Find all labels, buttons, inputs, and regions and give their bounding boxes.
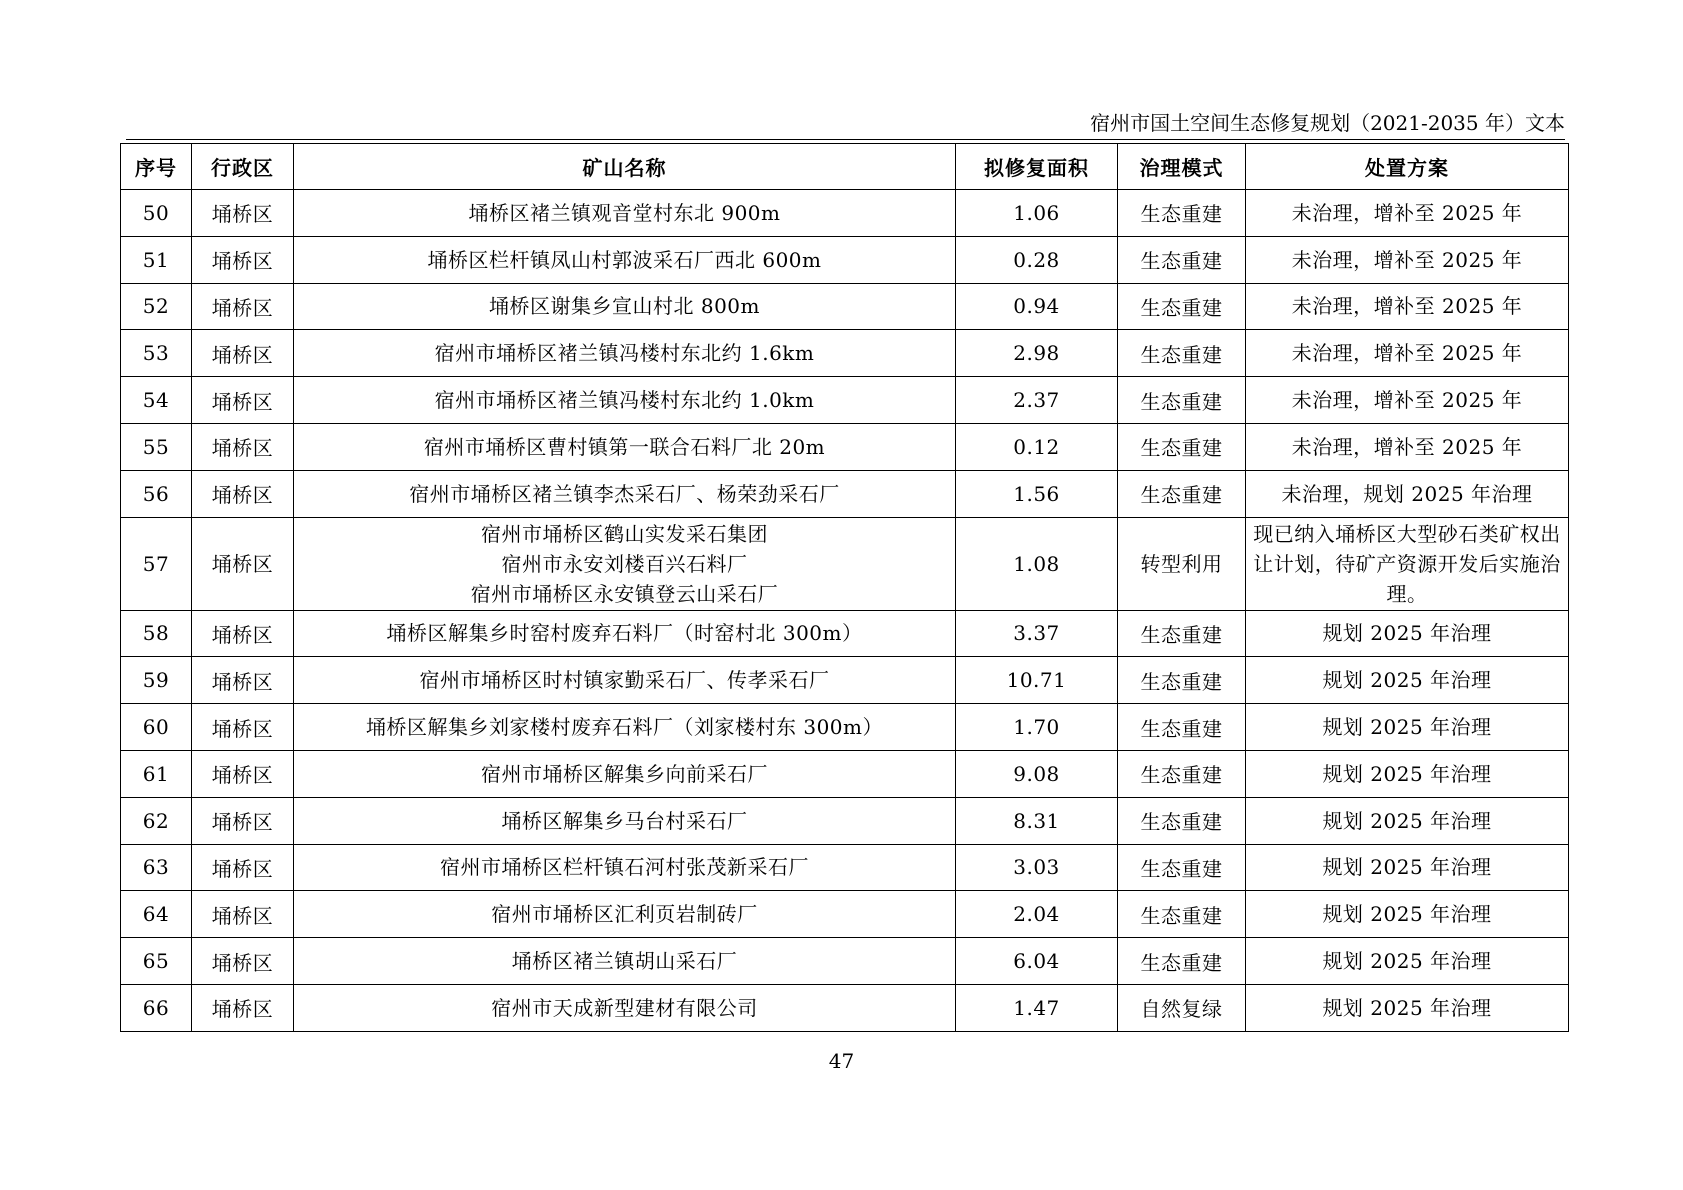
cell-no: 53	[121, 330, 192, 377]
cell-plan: 未治理，增补至 2025 年	[1246, 236, 1569, 283]
mine-name-line: 宿州市埇桥区汇利页岩制砖厂	[491, 902, 758, 927]
table-row	[121, 844, 1569, 891]
cell-plan: 规划 2025 年治理	[1246, 704, 1569, 751]
table-row	[121, 984, 1569, 1031]
cell-district: 埇桥区	[192, 704, 294, 751]
cell-mine-name	[294, 377, 956, 424]
cell-no: 59	[121, 657, 192, 704]
mine-name-line: 宿州市天成新型建材有限公司	[491, 995, 758, 1020]
mine-name-line: 宿州市埇桥区鹤山实发采石集团	[481, 521, 768, 546]
cell-mine-name	[294, 330, 956, 377]
cell-mine-name	[294, 610, 956, 657]
table-row	[121, 657, 1569, 704]
cell-district: 埇桥区	[192, 750, 294, 797]
table-row	[121, 470, 1569, 517]
cell-mine-name	[294, 844, 956, 891]
cell-mode: 生态重建	[1118, 657, 1246, 704]
cell-area: 1.70	[956, 704, 1118, 751]
cell-mode: 生态重建	[1118, 330, 1246, 377]
cell-no: 55	[121, 423, 192, 470]
column-header-area: 拟修复面积	[956, 144, 1118, 190]
cell-mode: 生态重建	[1118, 470, 1246, 517]
cell-plan: 未治理，增补至 2025 年	[1246, 377, 1569, 424]
cell-no: 50	[121, 190, 192, 237]
cell-plan: 未治理，增补至 2025 年	[1246, 283, 1569, 330]
cell-mine-name	[294, 797, 956, 844]
table-row	[121, 517, 1569, 610]
cell-mine-name	[294, 190, 956, 237]
mine-name-line: 宿州市埇桥区栏杆镇石河村张茂新采石厂	[440, 855, 809, 880]
cell-mode: 自然复绿	[1118, 984, 1246, 1031]
mine-name-line: 埇桥区解集乡刘家楼村废弃石料厂（刘家楼村东 300m）	[366, 715, 883, 740]
mine-name-line: 宿州市埇桥区曹村镇第一联合石料厂北 20m	[423, 434, 826, 459]
cell-mode: 生态重建	[1118, 750, 1246, 797]
cell-plan: 未治理，规划 2025 年治理	[1246, 470, 1569, 517]
cell-mine-name	[294, 517, 956, 610]
mine-name-line: 埇桥区栏杆镇凤山村郭波采石厂西北 600m	[427, 247, 822, 272]
cell-plan: 现已纳入埇桥区大型砂石类矿权出让计划，待矿产资源开发后实施治理。	[1246, 517, 1569, 610]
cell-plan: 规划 2025 年治理	[1246, 844, 1569, 891]
cell-district: 埇桥区	[192, 236, 294, 283]
cell-area: 8.31	[956, 797, 1118, 844]
cell-area: 3.37	[956, 610, 1118, 657]
cell-mode: 生态重建	[1118, 938, 1246, 985]
cell-no: 64	[121, 891, 192, 938]
cell-district: 埇桥区	[192, 610, 294, 657]
cell-no: 52	[121, 283, 192, 330]
cell-mode: 生态重建	[1118, 190, 1246, 237]
cell-no: 61	[121, 750, 192, 797]
cell-area: 1.47	[956, 984, 1118, 1031]
cell-mode: 生态重建	[1118, 797, 1246, 844]
mine-name-line: 宿州市埇桥区褚兰镇冯楼村东北约 1.6km	[434, 341, 815, 366]
cell-plan: 规划 2025 年治理	[1246, 610, 1569, 657]
cell-no: 60	[121, 704, 192, 751]
cell-no: 63	[121, 844, 192, 891]
cell-mode: 生态重建	[1118, 891, 1246, 938]
table-row	[121, 750, 1569, 797]
mine-name-line: 宿州市埇桥区永安镇登云山采石厂	[470, 581, 779, 606]
cell-area: 0.12	[956, 423, 1118, 470]
table-row	[121, 283, 1569, 330]
cell-mine-name	[294, 938, 956, 985]
cell-area: 9.08	[956, 750, 1118, 797]
table-row	[121, 610, 1569, 657]
cell-no: 66	[121, 984, 192, 1031]
mine-name-line: 宿州市埇桥区褚兰镇李杰采石厂、杨荣劲采石厂	[409, 481, 840, 506]
cell-plan: 规划 2025 年治理	[1246, 657, 1569, 704]
mine-name-line: 埇桥区褚兰镇胡山采石厂	[511, 949, 738, 974]
cell-mine-name	[294, 423, 956, 470]
cell-district: 埇桥区	[192, 797, 294, 844]
cell-plan: 规划 2025 年治理	[1246, 938, 1569, 985]
cell-district: 埇桥区	[192, 423, 294, 470]
mine-name-line: 埇桥区解集乡马台村采石厂	[501, 808, 748, 833]
cell-district: 埇桥区	[192, 938, 294, 985]
cell-mode: 生态重建	[1118, 283, 1246, 330]
cell-area: 6.04	[956, 938, 1118, 985]
cell-mode: 生态重建	[1118, 423, 1246, 470]
cell-mine-name	[294, 470, 956, 517]
cell-mode: 生态重建	[1118, 610, 1246, 657]
cell-mode: 转型利用	[1118, 517, 1246, 610]
cell-area: 0.94	[956, 283, 1118, 330]
cell-district: 埇桥区	[192, 984, 294, 1031]
mine-name-line: 宿州市埇桥区时村镇家勤采石厂、传孝采石厂	[419, 668, 830, 693]
table-row	[121, 236, 1569, 283]
cell-mode: 生态重建	[1118, 704, 1246, 751]
cell-mine-name	[294, 283, 956, 330]
cell-mine-name	[294, 984, 956, 1031]
cell-area: 2.37	[956, 377, 1118, 424]
cell-no: 56	[121, 470, 192, 517]
cell-district: 埇桥区	[192, 470, 294, 517]
cell-plan: 未治理，增补至 2025 年	[1246, 423, 1569, 470]
table-header-row	[121, 144, 1569, 190]
cell-plan: 规划 2025 年治理	[1246, 891, 1569, 938]
column-header-plan: 处置方案	[1246, 144, 1569, 190]
page-number: 47	[828, 1049, 855, 1073]
cell-plan: 规划 2025 年治理	[1246, 750, 1569, 797]
cell-no: 62	[121, 797, 192, 844]
cell-area: 2.04	[956, 891, 1118, 938]
cell-district: 埇桥区	[192, 844, 294, 891]
cell-area: 1.06	[956, 190, 1118, 237]
cell-mine-name	[294, 657, 956, 704]
cell-mine-name	[294, 704, 956, 751]
cell-area: 1.56	[956, 470, 1118, 517]
column-header-district: 行政区	[192, 144, 294, 190]
cell-area: 10.71	[956, 657, 1118, 704]
table-row	[121, 797, 1569, 844]
table-row	[121, 190, 1569, 237]
table-row	[121, 423, 1569, 470]
header-rule	[126, 139, 1565, 140]
cell-area: 3.03	[956, 844, 1118, 891]
cell-mode: 生态重建	[1118, 377, 1246, 424]
table-body	[121, 190, 1569, 1032]
table-row	[121, 377, 1569, 424]
column-header-no: 序号	[121, 144, 192, 190]
cell-plan: 未治理，增补至 2025 年	[1246, 190, 1569, 237]
cell-mine-name	[294, 236, 956, 283]
table-row	[121, 891, 1569, 938]
column-header-mode: 治理模式	[1118, 144, 1246, 190]
document-header-title: 宿州市国土空间生态修复规划（2021-2035 年）文本	[1090, 111, 1565, 135]
mine-name-line: 埇桥区解集乡时窑村废弃石料厂（时窑村北 300m）	[386, 621, 863, 646]
cell-mine-name	[294, 750, 956, 797]
cell-district: 埇桥区	[192, 377, 294, 424]
cell-no: 54	[121, 377, 192, 424]
mine-restoration-table	[120, 143, 1569, 1032]
cell-area: 2.98	[956, 330, 1118, 377]
cell-district: 埇桥区	[192, 517, 294, 610]
column-header-mine-name: 矿山名称	[294, 144, 956, 190]
cell-district: 埇桥区	[192, 891, 294, 938]
cell-no: 65	[121, 938, 192, 985]
cell-mode: 生态重建	[1118, 236, 1246, 283]
cell-plan: 规划 2025 年治理	[1246, 797, 1569, 844]
table-row	[121, 704, 1569, 751]
cell-plan: 未治理，增补至 2025 年	[1246, 330, 1569, 377]
mine-name-line: 宿州市永安刘楼百兴石料厂	[501, 551, 748, 576]
cell-area: 1.08	[956, 517, 1118, 610]
mine-name-line: 埇桥区谢集乡宣山村北 800m	[489, 294, 760, 319]
cell-mine-name	[294, 891, 956, 938]
mine-name-line: 宿州市埇桥区褚兰镇冯楼村东北约 1.0km	[434, 388, 815, 413]
cell-district: 埇桥区	[192, 657, 294, 704]
cell-no: 58	[121, 610, 192, 657]
mine-name-line: 埇桥区褚兰镇观音堂村东北 900m	[468, 200, 781, 225]
cell-plan: 规划 2025 年治理	[1246, 984, 1569, 1031]
table-row	[121, 938, 1569, 985]
cell-no: 51	[121, 236, 192, 283]
cell-district: 埇桥区	[192, 190, 294, 237]
cell-area: 0.28	[956, 236, 1118, 283]
cell-district: 埇桥区	[192, 330, 294, 377]
cell-district: 埇桥区	[192, 283, 294, 330]
cell-no: 57	[121, 517, 192, 610]
table-row	[121, 330, 1569, 377]
mine-name-line: 宿州市埇桥区解集乡向前采石厂	[481, 761, 768, 786]
cell-mode: 生态重建	[1118, 844, 1246, 891]
